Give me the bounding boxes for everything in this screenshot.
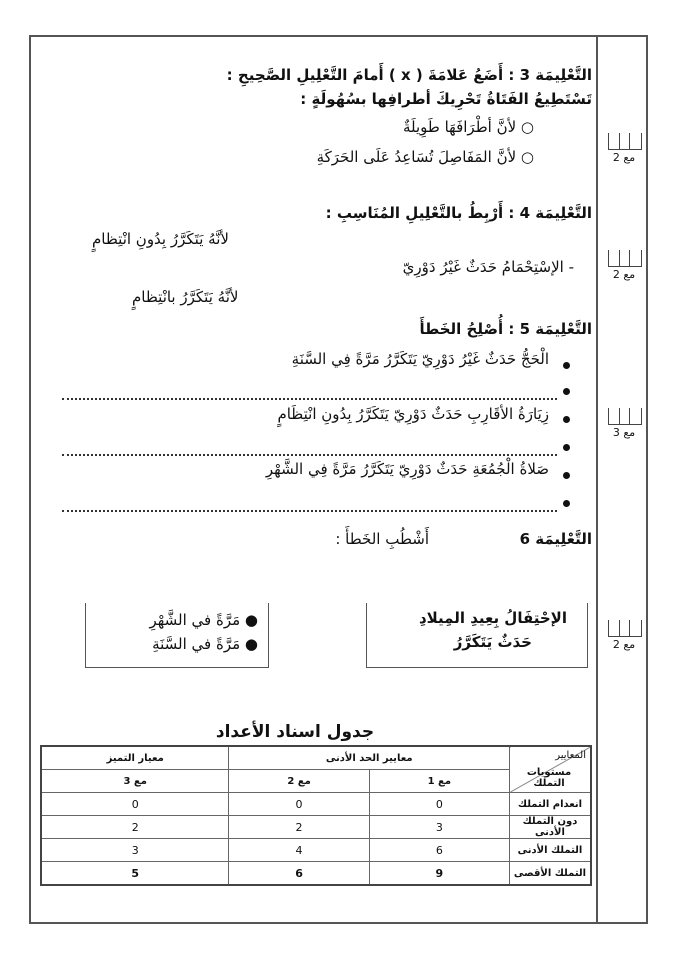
cell: 5	[41, 862, 229, 886]
q5-item-1: الْحَجُّ حَدَثٌ غَيْرُ دَوْرِيّ يَتَكَرَّرُ مَرَّةً فِي السَّنَةِ	[291, 350, 549, 368]
q6-title: التَّعْلِيمَة 6	[519, 530, 592, 548]
cell: 0	[369, 793, 509, 816]
level-label: التملك الأقصى	[510, 862, 592, 886]
bullet	[563, 472, 570, 479]
cell: 0	[229, 793, 369, 816]
q6-option-2[interactable]: ● مَرَّةً في السَّنَةِ	[152, 635, 258, 653]
q3-option-1[interactable]: ○ لأنَّ أطْرَافَهَا طَوِيلَةٌ	[402, 118, 534, 136]
bullet	[563, 388, 570, 395]
q5-title: التَّعْلِيمَة 5 : أُصْلِحُ الخَطأَ	[419, 320, 592, 338]
option-label: لأنَّ أطْرَافَهَا طَوِيلَةٌ	[402, 118, 517, 136]
level-label: انعدام التملك	[510, 793, 592, 816]
option-label: مَرَّةً في الشَّهْرِ	[149, 611, 241, 629]
q6-event-box	[366, 603, 588, 668]
table-row	[41, 839, 591, 862]
header-min: معايير الحد الأدنى	[229, 746, 510, 770]
cell: 3	[41, 839, 229, 862]
bullet	[563, 500, 570, 507]
q6-option-1[interactable]: ● مَرَّةً في الشَّهْرِ	[149, 611, 258, 629]
q3-question: تَسْتَطِيعُ الفَتَاةُ تَحْرِيكَ أطرافِها بسُهُولَةٍ :	[300, 90, 592, 108]
option-label: مَرَّةً في السَّنَةِ	[152, 635, 241, 653]
q4-score: مع 2	[606, 250, 642, 290]
q3-option-2[interactable]: ○ لأنَّ المَفَاصِلَ تُسَاعِدُ عَلَى الحَرَكَةِ	[316, 148, 534, 166]
q5-answer-line-2[interactable]	[62, 454, 557, 456]
q4-reason-1: لأنَّهُ يَتَكَرَّرُ بِدُونِ انْتِظامٍ	[92, 230, 229, 248]
grading-table	[40, 745, 592, 886]
q6-options-box	[85, 603, 269, 668]
q6-instruction: أَشْطُبِ الخَطأَ :	[335, 530, 429, 548]
cell: 3	[369, 816, 509, 839]
q5-answer-line-3[interactable]	[62, 510, 557, 512]
cell: 9	[369, 862, 509, 886]
event-text: حَدَثٌ يَتَكَرَّرُ	[453, 633, 532, 651]
level-label: التملك الأدنى	[510, 839, 592, 862]
cell: 2	[229, 816, 369, 839]
q5-answer-line-1[interactable]	[62, 398, 557, 400]
header-excellence: معيار التميز	[41, 746, 229, 770]
q5-score: مع 3	[606, 408, 642, 448]
q5-item-2: زِيَارَةُ الأقَارِبِ حَدَثٌ دَوْرِيّ يَتَكَرَّرُ بِدُونِ انْتِظَامٍ	[277, 405, 549, 423]
q3-score: مع 2	[606, 133, 642, 173]
criterion-header: مع 2	[229, 770, 369, 793]
corner-cell: المعايير مستويات التملك	[510, 746, 592, 793]
cell: 2	[41, 816, 229, 839]
cell: 6	[369, 839, 509, 862]
q3-title: التَّعْلِيمَة 3 : أَضَعُ عَلامَةَ ( x ) أَمامَ التَّعْلِيلِ الصَّحِيحِ :	[226, 66, 592, 84]
grading-title: جدول اسناد الأعداد	[215, 722, 375, 742]
q5-item-3: صَلاةُ الْجُمُعَةِ حَدَثٌ دَوْرِيّ يَتَكَرَّرُ مَرَّةً فِي الشَّهْرِ	[265, 460, 549, 478]
q4-item: - الإسْتِحْمَامُ حَدَثٌ غَيْرُ دَوْرِيّ	[402, 258, 574, 276]
cell: 4	[229, 839, 369, 862]
table-row	[41, 862, 591, 886]
table-row	[41, 793, 591, 816]
bullet	[563, 444, 570, 451]
margin-divider	[596, 35, 598, 924]
q6-score: مع 2	[606, 620, 642, 660]
cell: 6	[229, 862, 369, 886]
bullet	[563, 416, 570, 423]
q4-title: التَّعْلِيمَة 4 : أَرْبِطُ بالتَّعْلِيلِ المُنَاسِبِ :	[325, 204, 592, 222]
level-label: دون التملك الأدنى	[510, 816, 592, 839]
criterion-header: مع 3	[41, 770, 229, 793]
criterion-header: مع 1	[369, 770, 509, 793]
bullet	[563, 362, 570, 369]
option-label: لأنَّ المَفَاصِلَ تُسَاعِدُ عَلَى الحَرَكَةِ	[316, 148, 517, 166]
event-text: الإحْتِفَالُ بِعِيدِ المِيلادِ	[418, 609, 567, 627]
cell: 0	[41, 793, 229, 816]
q4-reason-2: لأنَّهُ يَتَكَرَّرُ بانْتِظامٍ	[132, 288, 239, 306]
table-row	[41, 816, 591, 839]
